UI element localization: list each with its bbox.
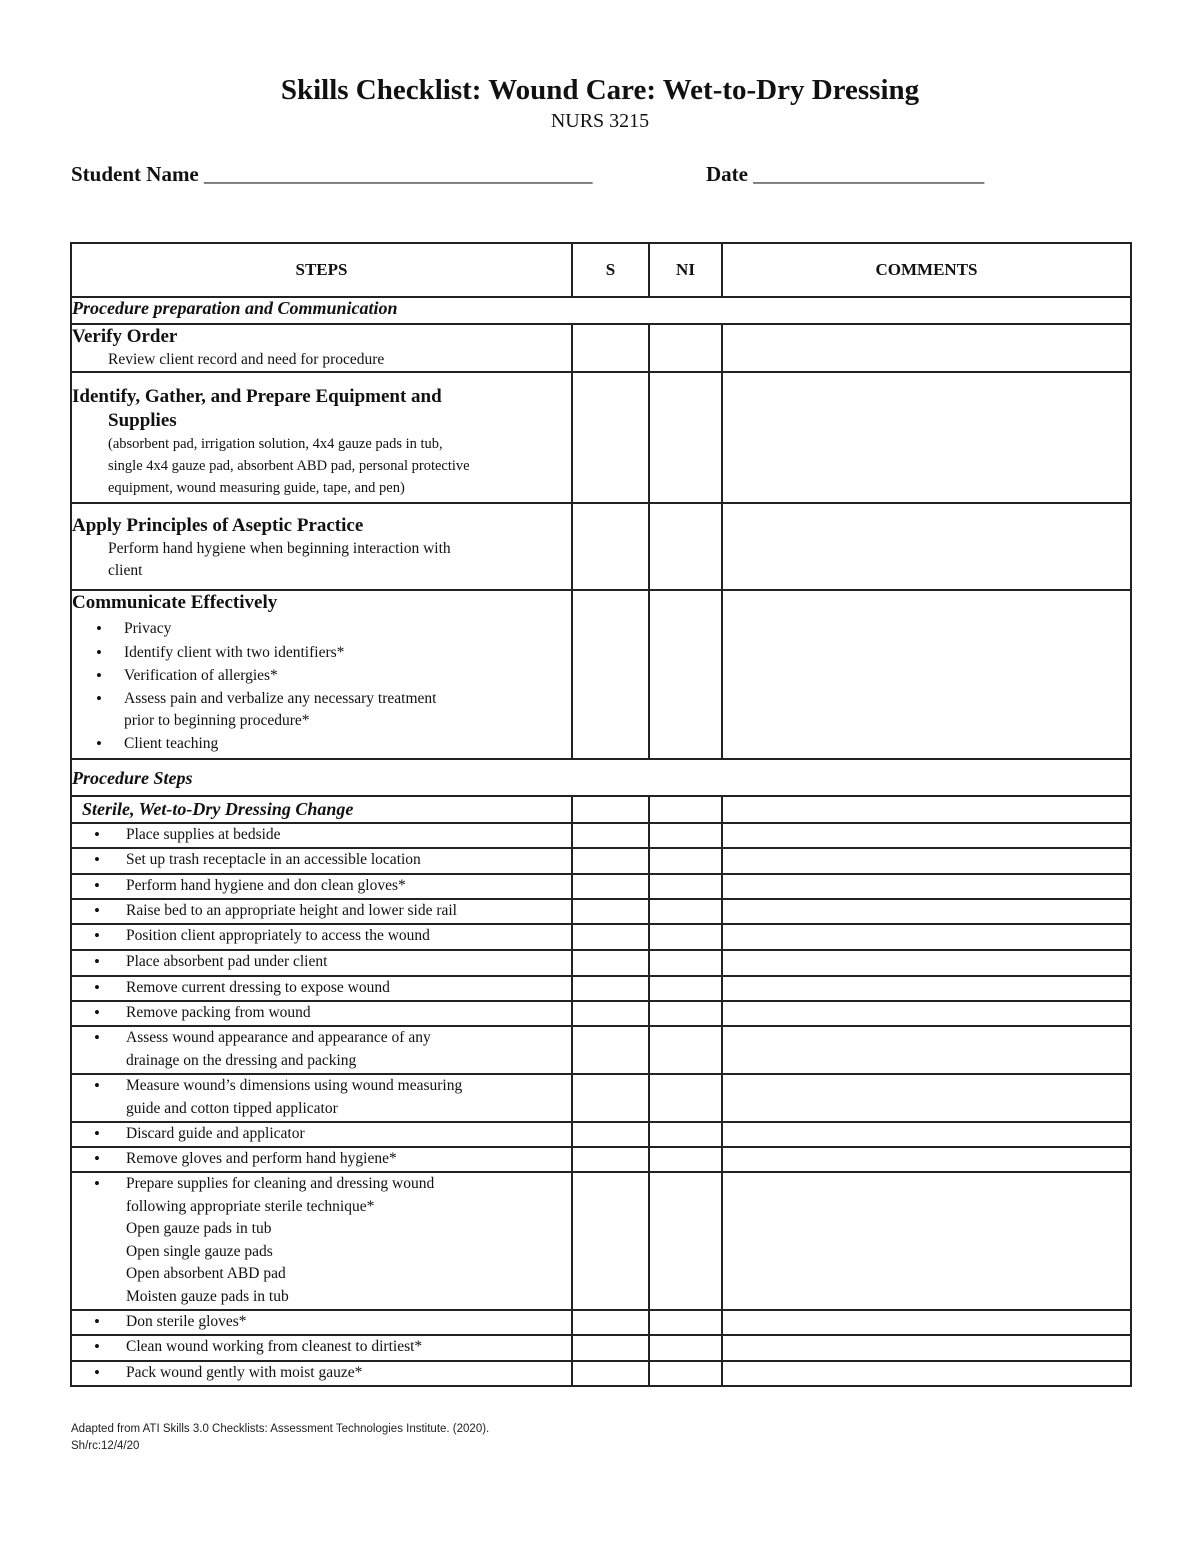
list-item: • Verification of allergies* xyxy=(72,664,571,688)
step-cell: • Don sterile gloves* xyxy=(71,1310,572,1335)
table-row xyxy=(71,796,1131,823)
s-cell[interactable] xyxy=(572,848,649,874)
ni-cell[interactable] xyxy=(649,924,722,950)
step-cell: • Place supplies at bedside xyxy=(71,823,572,848)
s-cell[interactable] xyxy=(572,1147,649,1172)
steps-header: STEPS xyxy=(71,243,572,297)
step-desc: Review client record and need for procedure xyxy=(108,351,385,368)
s-cell[interactable] xyxy=(572,924,649,950)
step-text: Set up trash receptacle in an accessible location xyxy=(126,851,421,868)
list-item-line: prior to beginning procedure* xyxy=(124,711,310,729)
comments-cell[interactable] xyxy=(722,1335,1131,1361)
student-name-field[interactable] xyxy=(71,160,593,188)
step-text: following appropriate sterile technique* xyxy=(126,1197,375,1215)
table-row xyxy=(71,823,1131,848)
comments-cell[interactable] xyxy=(722,1310,1131,1335)
table-row xyxy=(71,924,1131,950)
ni-cell[interactable] xyxy=(649,823,722,848)
step-text: Don sterile gloves* xyxy=(126,1313,247,1330)
ni-cell[interactable] xyxy=(649,1122,722,1147)
step-cell xyxy=(71,324,572,372)
comments-cell[interactable] xyxy=(722,823,1131,848)
table-row xyxy=(71,874,1131,899)
step-text: Moisten gauze pads in tub xyxy=(126,1287,289,1305)
s-cell[interactable] xyxy=(572,950,649,976)
ni-cell[interactable] xyxy=(649,324,722,372)
s-cell[interactable] xyxy=(572,899,649,924)
step-cell xyxy=(71,590,572,759)
comments-cell[interactable] xyxy=(722,1026,1131,1074)
step-title xyxy=(72,385,571,433)
ni-cell[interactable] xyxy=(649,874,722,899)
s-cell[interactable] xyxy=(572,324,649,372)
table-row xyxy=(71,976,1131,1001)
ni-header: NI xyxy=(649,243,722,297)
ni-cell[interactable] xyxy=(649,1335,722,1361)
s-cell[interactable] xyxy=(572,503,649,590)
comments-cell[interactable] xyxy=(722,1074,1131,1122)
step-text: drainage on the dressing and packing xyxy=(126,1051,357,1069)
ni-cell[interactable] xyxy=(649,1001,722,1026)
step-cell xyxy=(71,503,572,590)
ni-cell[interactable] xyxy=(649,503,722,590)
step-text: Position client appropriately to access the wound xyxy=(126,927,430,944)
comments-cell[interactable] xyxy=(722,1172,1131,1310)
ni-cell[interactable] xyxy=(649,1361,722,1386)
comments-cell[interactable] xyxy=(722,1361,1131,1386)
step-cell: • Raise bed to an appropriate height and lower side rail xyxy=(71,899,572,924)
page-title: Skills Checklist: Wound Care: Wet-to-Dry Dressing xyxy=(280,74,920,106)
table-row xyxy=(71,1172,1131,1310)
comments-cell[interactable] xyxy=(722,372,1131,503)
step-desc-line: (absorbent pad, irrigation solution, 4x4 gauze pads in tub, xyxy=(108,436,443,452)
step-cell: • Remove gloves and perform hand hygiene* xyxy=(71,1147,572,1172)
ni-cell[interactable] xyxy=(649,590,722,759)
step-text: Open absorbent ABD pad xyxy=(126,1265,286,1282)
comments-header: COMMENTS xyxy=(722,243,1131,297)
step-cell: • Prepare supplies for cleaning and dressing wound following appropriate sterile technique* Open gauze pads in tub Open single gauze pads Open absorbent ABD pad Moisten gauze pads in tub xyxy=(71,1172,572,1310)
step-text: Remove packing from wound xyxy=(126,1004,311,1021)
ni-cell[interactable] xyxy=(649,372,722,503)
step-text: Pack wound gently with moist gauze* xyxy=(126,1364,363,1381)
step-title: Communicate Effectively xyxy=(72,592,278,613)
list-item-line: • Assess pain and verbalize any necessary treatment xyxy=(124,689,437,707)
step-title-line: Identify, Gather, and Prepare Equipment and xyxy=(72,386,442,407)
step-text: Discard guide and applicator xyxy=(126,1125,305,1142)
table-row xyxy=(71,1361,1131,1386)
step-cell: • Clean wound working from cleanest to dirtiest* xyxy=(71,1335,572,1361)
step-cell: • Perform hand hygiene and don clean gloves* xyxy=(71,874,572,899)
section-title: Procedure Steps xyxy=(71,759,1131,796)
table-row xyxy=(71,899,1131,924)
step-desc xyxy=(72,538,571,582)
step-text: guide and cotton tipped applicator xyxy=(126,1099,338,1117)
ni-cell[interactable] xyxy=(649,796,722,823)
s-cell[interactable] xyxy=(572,1074,649,1122)
s-cell[interactable] xyxy=(572,590,649,759)
list-item: • Privacy xyxy=(72,617,571,641)
step-text: Remove gloves and perform hand hygiene* xyxy=(126,1150,397,1167)
s-cell[interactable] xyxy=(572,976,649,1001)
footer-revision: Sh/rc:12/4/20 xyxy=(71,1440,140,1452)
s-cell[interactable] xyxy=(572,372,649,503)
step-text: Measure wound’s dimensions using wound measuring xyxy=(126,1077,463,1094)
table-row xyxy=(71,372,1131,503)
list-item xyxy=(72,688,571,732)
step-desc-line: single 4x4 gauze pad, absorbent ABD pad, personal protective xyxy=(108,458,470,474)
table-row xyxy=(71,1001,1131,1026)
comments-cell[interactable] xyxy=(722,1122,1131,1147)
table-row xyxy=(71,1026,1131,1074)
step-cell: • Measure wound’s dimensions using wound measuring guide and cotton tipped applicator xyxy=(71,1074,572,1122)
step-text: Perform hand hygiene and don clean gloves* xyxy=(126,877,406,894)
comments-cell[interactable] xyxy=(722,590,1131,759)
step-desc-line: client xyxy=(108,562,143,579)
section-title: Procedure preparation and Communication xyxy=(71,297,1131,324)
student-name-blank[interactable]: _____________________________________ xyxy=(204,162,593,186)
table-header-row xyxy=(71,243,1131,297)
table-row xyxy=(71,1074,1131,1122)
comments-cell[interactable] xyxy=(722,1147,1131,1172)
table-row xyxy=(71,848,1131,874)
subsection-title: Sterile, Wet-to-Dry Dressing Change xyxy=(71,796,572,823)
comments-cell[interactable] xyxy=(722,848,1131,874)
step-text: Place supplies at bedside xyxy=(126,826,281,843)
date-field[interactable] xyxy=(706,160,984,188)
table-row xyxy=(71,1335,1131,1361)
table-row xyxy=(71,950,1131,976)
footer-citation: Adapted from ATI Skills 3.0 Checklists: Assessment Technologies Institute. (2020). xyxy=(71,1423,490,1435)
comments-cell[interactable] xyxy=(722,950,1131,976)
step-cell: • Pack wound gently with moist gauze* xyxy=(71,1361,572,1386)
step-text: Open single gauze pads xyxy=(126,1242,273,1260)
s-cell[interactable] xyxy=(572,1026,649,1074)
ni-cell[interactable] xyxy=(649,1074,722,1122)
table-row xyxy=(71,1122,1131,1147)
table-row xyxy=(71,1147,1131,1172)
s-cell[interactable] xyxy=(572,1172,649,1310)
s-header: S xyxy=(572,243,649,297)
step-title: Apply Principles of Aseptic Practice xyxy=(72,515,364,536)
s-cell[interactable] xyxy=(572,1310,649,1335)
footer xyxy=(71,1421,489,1455)
comments-cell[interactable] xyxy=(722,874,1131,899)
step-cell xyxy=(71,372,572,503)
bullet-list xyxy=(72,617,571,755)
step-cell: • Set up trash receptacle in an accessible location xyxy=(71,848,572,874)
ni-cell[interactable] xyxy=(649,848,722,874)
step-text: Raise bed to an appropriate height and lower side rail xyxy=(126,902,457,919)
step-cell: • Remove current dressing to expose wound xyxy=(71,976,572,1001)
ni-cell[interactable] xyxy=(649,1026,722,1074)
step-title: Verify Order xyxy=(72,326,178,347)
step-text: Place absorbent pad under client xyxy=(126,953,328,970)
course-code: NURS 3215 xyxy=(550,110,650,132)
s-cell[interactable] xyxy=(572,1335,649,1361)
step-text: Remove current dressing to expose wound xyxy=(126,979,390,996)
date-blank[interactable]: ______________________ xyxy=(753,162,985,186)
s-cell[interactable] xyxy=(572,1122,649,1147)
ni-cell[interactable] xyxy=(649,976,722,1001)
step-text: Clean wound working from cleanest to dirtiest* xyxy=(126,1338,423,1355)
step-text: Prepare supplies for cleaning and dressing wound xyxy=(126,1175,435,1192)
table-row xyxy=(71,503,1131,590)
checklist-table xyxy=(70,242,1132,1387)
ni-cell[interactable] xyxy=(649,1310,722,1335)
list-item: • Client teaching xyxy=(72,732,571,756)
step-title-line: Supplies xyxy=(108,410,177,431)
ni-cell[interactable] xyxy=(649,1147,722,1172)
step-text: Open gauze pads in tub xyxy=(126,1220,272,1237)
table-row xyxy=(71,324,1131,372)
comments-cell[interactable] xyxy=(722,976,1131,1001)
comments-cell[interactable] xyxy=(722,1001,1131,1026)
student-name-label: Student Name xyxy=(71,162,199,186)
s-cell[interactable] xyxy=(572,796,649,823)
comments-cell[interactable] xyxy=(722,324,1131,372)
ni-cell[interactable] xyxy=(649,899,722,924)
s-cell[interactable] xyxy=(572,1361,649,1386)
comments-cell[interactable] xyxy=(722,503,1131,590)
step-cell: • Place absorbent pad under client xyxy=(71,950,572,976)
s-cell[interactable] xyxy=(572,823,649,848)
step-cell: • Position client appropriately to access the wound xyxy=(71,924,572,950)
section-row xyxy=(71,297,1131,324)
step-cell: • Assess wound appearance and appearance of any drainage on the dressing and packing xyxy=(71,1026,572,1074)
comments-cell[interactable] xyxy=(722,924,1131,950)
step-desc-line: Perform hand hygiene when beginning interaction with xyxy=(108,540,451,557)
date-label: Date xyxy=(706,162,748,186)
step-text: Assess wound appearance and appearance of any xyxy=(126,1029,431,1046)
step-desc xyxy=(72,433,571,499)
table-row xyxy=(71,590,1131,759)
comments-cell[interactable] xyxy=(722,899,1131,924)
list-item: • Identify client with two identifiers* xyxy=(72,641,571,665)
step-desc-line: equipment, wound measuring guide, tape, and pen) xyxy=(108,480,405,496)
section-row xyxy=(71,759,1131,796)
ni-cell[interactable] xyxy=(649,1172,722,1310)
table-row xyxy=(71,1310,1131,1335)
s-cell[interactable] xyxy=(572,874,649,899)
step-cell: • Discard guide and applicator xyxy=(71,1122,572,1147)
ni-cell[interactable] xyxy=(649,950,722,976)
s-cell[interactable] xyxy=(572,1001,649,1026)
comments-cell[interactable] xyxy=(722,796,1131,823)
step-cell: • Remove packing from wound xyxy=(71,1001,572,1026)
